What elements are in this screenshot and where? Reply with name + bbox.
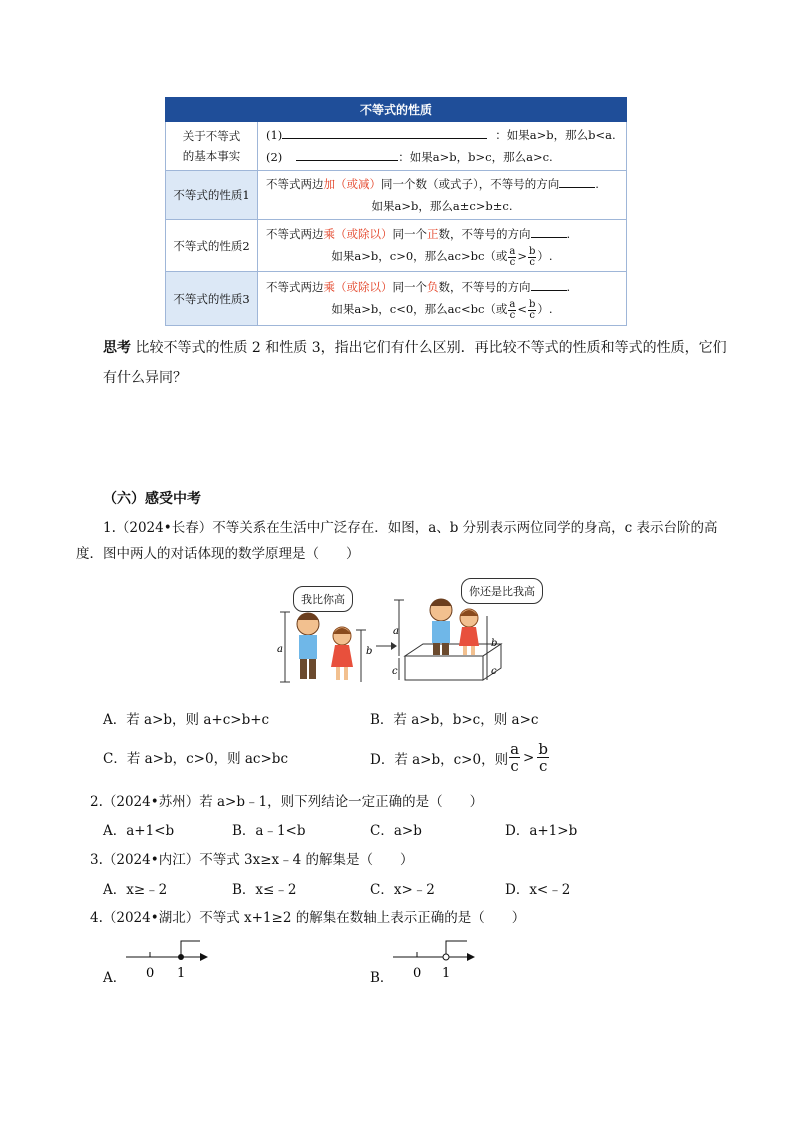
fig-label-a: a (277, 644, 283, 655)
label-line: 关于不等式 (182, 129, 241, 143)
property-3-line-2: 如果a>b，c<0，那么ac<bc（或 $\frac{a}{c}$ < $\frac{b}{c}$ ）. (331, 298, 553, 321)
think-paragraph (103, 333, 743, 393)
fact-line-1: (1) ：如果a>b，那么b<a. (266, 128, 616, 142)
option-a: A．x≥﹣2 (103, 882, 168, 898)
question-text: 1.（2024•长春）不等关系在生活中广泛存在．如图，a、b 分别表示两位同学的身高，c 表示台阶的高 (103, 520, 718, 536)
option-a: A．若 a>b，则 a+c>b+c (103, 712, 270, 728)
fraction: $\frac{a}{c}$ (509, 245, 516, 268)
table-row-label: 不等式的性质3 (166, 272, 258, 326)
table-row-label: 不等式的性质2 (166, 220, 258, 272)
fraction: $\frac{b}{c}$ (529, 298, 536, 321)
fig-label-b: b (366, 646, 373, 657)
option-c: C．a>b (370, 823, 422, 839)
solution-ray (446, 941, 467, 954)
tick-label-1: 1 (442, 966, 451, 981)
think-text: 有什么异同？ (103, 370, 187, 386)
option-c: C．x>﹣2 (370, 882, 435, 898)
solution-ray (181, 941, 200, 957)
property-1-line-2: 如果a>b，那么a±c>b±c. (371, 199, 513, 213)
option-c: C．若 a>b，c>0，则 ac>bc (103, 751, 288, 767)
table-row-label (166, 122, 258, 171)
section-title: （六）感受中考 (103, 491, 201, 507)
think-text: 比较不等式的性质 2 和性质 3，指出它们有什么区别．再比较不等式的性质和等式的性质，它们 (135, 340, 727, 356)
option-b: B．a﹣1<b (232, 823, 306, 839)
fact-line-2: (2) ：如果a>b，b>c，那么a>c. (266, 150, 553, 164)
table-row-content (258, 220, 627, 272)
fig-label-c: c (392, 666, 398, 677)
tick-label-0: 0 (413, 966, 422, 981)
tick-label-0: 0 (146, 966, 155, 981)
table-row-content (258, 122, 627, 171)
label-line: 的基本事实 (182, 149, 241, 163)
property-2-line-2: 如果a>b，c>0，那么ac>bc（或 $\frac{a}{c}$ > $\frac{b}{c}$ ）. (331, 245, 553, 268)
fig-label-a2: a (393, 626, 399, 637)
option-b: B．x≤﹣2 (232, 882, 297, 898)
question-2-stem: 2.（2024•苏州）若 a>b﹣1，则下列结论一定正确的是（ ） (90, 794, 484, 810)
property-3-line-1: 不等式两边乘（或除以）同一个负数，不等号的方向 . (266, 280, 571, 295)
speech-bubble-left: 我比你高 (293, 586, 353, 612)
fraction: $\frac{b}{c}$ (529, 245, 536, 268)
property-1-line-1: 不等式两边加（或减）同一个数（或式子），不等号的方向 . (266, 177, 599, 191)
number-line-b (391, 935, 475, 981)
speech-bubble-right: 你还是比我高 (461, 578, 543, 604)
table-row-content (258, 272, 627, 326)
option-text: D．若 a>b，c>0，则 (370, 751, 509, 768)
question-text: 度．图中两人的对话体现的数学原理是（ ） (76, 546, 360, 562)
option-d (370, 741, 550, 774)
fig-label-c2: c (491, 666, 497, 677)
fraction: $\frac{b}{c}$ (538, 740, 548, 775)
solid-dot (178, 954, 184, 960)
fraction: $\frac{a}{c}$ (509, 298, 516, 321)
option-b: B．若 a>b，b>c，则 a>c (370, 712, 539, 728)
inequality-properties-table (165, 97, 627, 326)
hollow-dot (443, 954, 449, 960)
question-4-stem: 4.（2024•湖北）不等式 x+1≥2 的解集在数轴上表示正确的是（ ） (90, 910, 526, 926)
question-1-stem (103, 515, 718, 541)
option-d: D．a+1>b (505, 823, 578, 839)
relation: > (523, 749, 535, 766)
table-row-content (258, 171, 627, 220)
option-a: A． (103, 970, 127, 986)
fig-label-b2: b (491, 638, 498, 649)
option-b: B． (370, 970, 394, 986)
tick-label-1: 1 (177, 966, 186, 981)
option-a: A．a+1<b (103, 823, 175, 839)
fraction: $\frac{a}{c}$ (510, 740, 520, 775)
question-3-stem: 3.（2024•内江）不等式 3x≥x﹣4 的解集是（ ） (90, 852, 414, 868)
option-d: D．x<﹣2 (505, 882, 571, 898)
table-row-label: 不等式的性质1 (166, 171, 258, 220)
property-2-line-1: 不等式两边乘（或除以）同一个正数，不等号的方向 . (266, 227, 571, 242)
table-header: 不等式的性质 (166, 98, 627, 122)
number-line-a (124, 935, 208, 981)
think-label: 思考 (103, 340, 131, 356)
